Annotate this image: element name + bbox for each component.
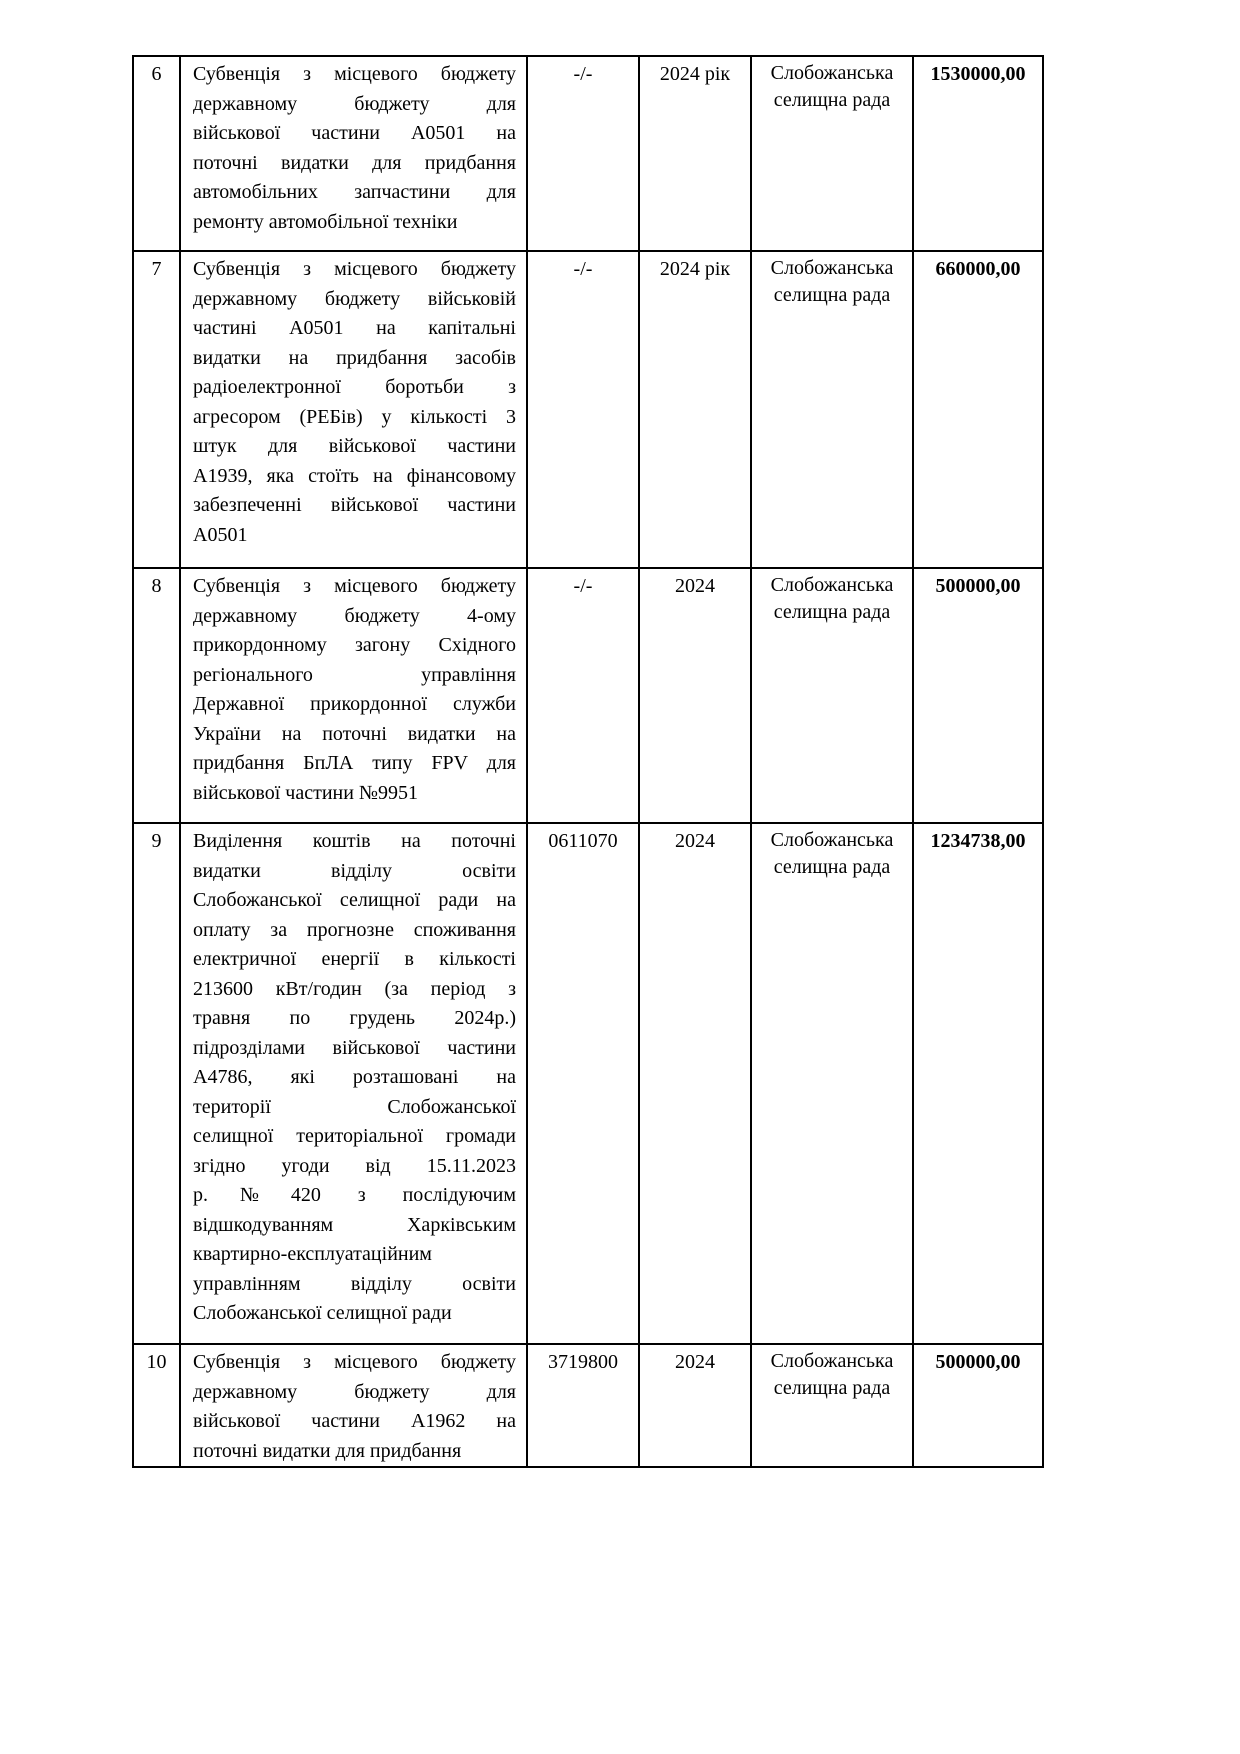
description-line: частині А0501 на капітальні [193,317,516,339]
executor: Слобожанська селищна рада [751,251,913,568]
description-line: державному бюджету військовій [193,287,516,310]
row-number: 10 [133,1344,180,1467]
table-row [133,568,1043,823]
budget-code: -/- [527,56,639,251]
description-line: забезпеченні військової частини [193,494,516,516]
description-line: Субвенція з місцевого бюджету [193,575,516,597]
description-line: видатки відділу освіти [193,859,516,882]
row-number: 8 [133,568,180,823]
description-line: Слобожанської селищної ради на [193,889,516,911]
period: 2024 рік [639,251,751,568]
description-line: р.№420 з послідуючим [193,1184,516,1206]
description-cell [180,56,527,251]
description-line: підрозділами військової частини [193,1036,516,1059]
description-line: селищної територіальної громади [193,1125,516,1147]
description-line: придбання БпЛА типу FPV для [193,752,516,774]
description-line: Слобожанської селищної ради [193,1302,452,1324]
row-number: 9 [133,823,180,1344]
table-body [133,56,1043,1467]
description-line: А1939, яка стоїть на фінансовому [193,464,516,487]
budget-code: -/- [527,251,639,568]
description-line: військової частини №9951 [193,781,419,804]
description-line: видатки на придбання засобів [193,346,516,369]
amount: 660000,00 [913,251,1043,568]
description-line: травня по грудень 2024р.) [193,1007,516,1029]
description-text [181,60,526,237]
period: 2024 рік [639,56,751,251]
row-number: 7 [133,251,180,568]
description-line: прикордонному загону Східного [193,634,516,656]
description-cell [180,823,527,1344]
description-line: А4786, які розташовані на [193,1066,516,1088]
description-line: поточні видатки для придбання [193,151,516,174]
table-row [133,1344,1043,1467]
period: 2024 [639,823,751,1344]
description-line: штук для військової частини [193,435,516,457]
description-line: ремонту автомобільної техніки [193,210,458,233]
description-line: військової частини А1962 на [193,1410,516,1432]
description-line: військової частини А0501 на [193,122,516,144]
executor: Слобожанська селищна рада [751,823,913,1344]
description-cell [180,251,527,568]
description-line: управлінням відділу освіти [193,1272,516,1295]
budget-code: -/- [527,568,639,823]
description-cell [180,1344,527,1467]
amount: 1234738,00 [913,823,1043,1344]
table-row [133,56,1043,251]
executor: Слобожанська селищна рада [751,568,913,823]
description-line: державному бюджету 4-ому [193,604,516,627]
description-line: регіонального управління [193,663,516,686]
table-row [133,251,1043,568]
description-line: Субвенція з місцевого бюджету [193,1351,516,1373]
budget-code: 0611070 [527,823,639,1344]
description-line: згідно угоди від 15.11.2023 [193,1154,516,1177]
description-line: квартирно-експлуатаційним [193,1243,432,1265]
description-line: України на поточні видатки на [193,722,516,745]
description-text [181,1348,526,1466]
description-text [181,827,526,1329]
row-number: 6 [133,56,180,251]
description-text [181,255,526,550]
description-line: державному бюджету для [193,1380,516,1403]
description-cell [180,568,527,823]
description-line: Субвенція з місцевого бюджету [193,63,516,85]
period: 2024 [639,568,751,823]
description-line: Державної прикордонної служби [193,693,516,715]
executor: Слобожанська селищна рада [751,56,913,251]
description-line: Субвенція з місцевого бюджету [193,258,516,280]
amount: 500000,00 [913,568,1043,823]
description-line: державному бюджету для [193,92,516,115]
description-line: Виділення коштів на поточні [193,830,516,852]
budget-table [132,55,1044,1468]
description-line: відшкодуванням Харківським [193,1213,516,1236]
executor: Слобожанська селищна рада [751,1344,913,1467]
description-line: оплату за прогнозне споживання [193,918,516,941]
description-line: А0501 [193,523,248,546]
description-line: території Слобожанської [193,1095,516,1118]
amount: 1530000,00 [913,56,1043,251]
description-line: поточні видатки для придбання [193,1439,462,1462]
description-line: агресором (РЕБів) у кількості 3 [193,405,516,428]
budget-code: 3719800 [527,1344,639,1467]
description-text [181,572,526,808]
description-line: радіоелектронної боротьби з [193,376,516,398]
table-row [133,823,1043,1344]
description-line: 213600 кВт/годин (за період з [193,977,516,1000]
description-line: електричної енергії в кількості [193,948,516,970]
period: 2024 [639,1344,751,1467]
description-line: автомобільних запчастини для [193,181,516,203]
amount: 500000,00 [913,1344,1043,1467]
